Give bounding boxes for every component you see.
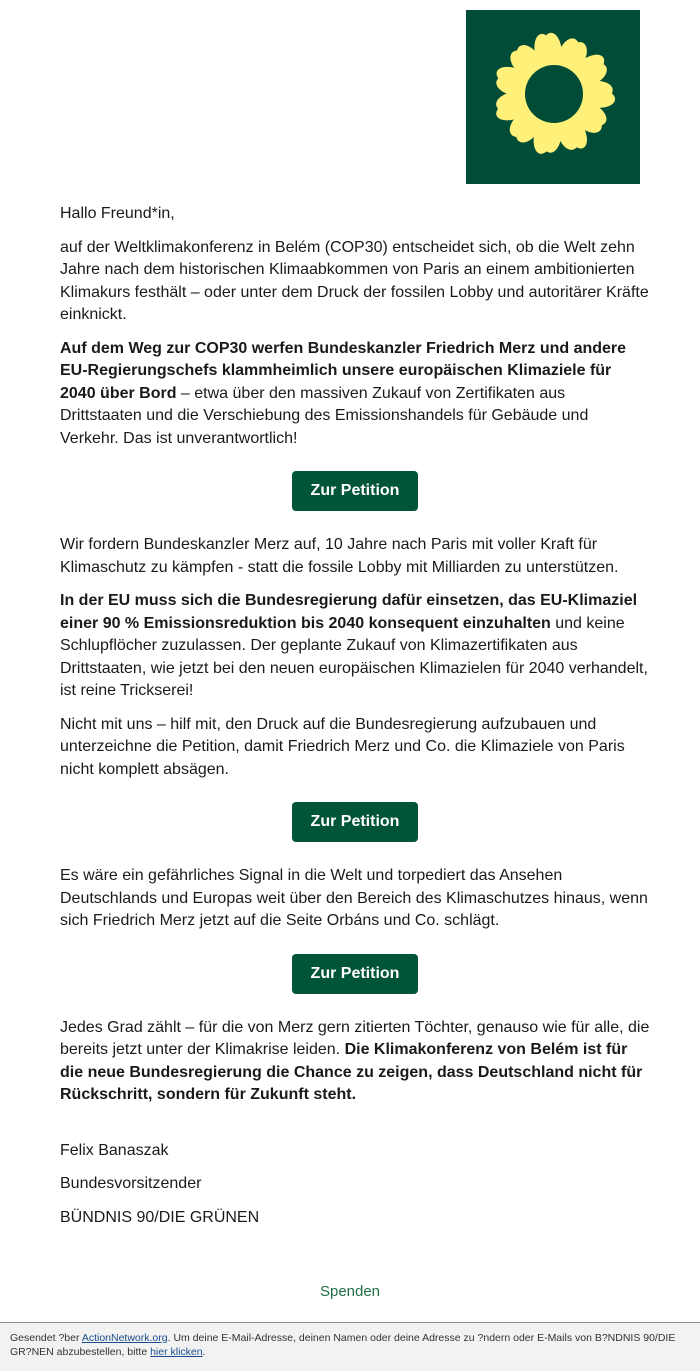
paragraph-eu-goal-bold: In der EU muss sich die Bundesregierung dafür einsetzen, das EU-Klimaziel einer 90 % Emissionsreduktion bis 2040 konsequent einzuhalten [60,592,638,632]
paragraph-signal: Es wäre ein gefährliches Signal in die Welt und torpediert das Ansehen Deutschlands und Europas weit über den Bereich des Klimaschutzes hinaus, wenn sich Friedrich Merz jetzt auf die Seite Orbáns und Co. schlägt. [60,867,648,929]
donate-link[interactable]: Spenden [319,1283,381,1300]
sunflower-icon [466,10,640,184]
paragraph-intro: auf der Weltklimakonferenz in Belém (COP30) entscheidet sich, ob die Welt zehn Jahre nach dem historischen Klimaabkommen von Paris an einem ambitionierten Klimakurs festhält – oder unter dem Druck der fossilen Lobby und autoritärer Kräfte einknickt. [60,238,649,323]
sunflower-center [525,65,583,123]
paragraph-cop30-rest: – etwa über den massiven Zukauf von Zertifikaten aus Drittstaaten und die Verschiebung des Emissionshandels für Gebäude und Verkehr. Das ist unverantwortlich! [60,384,589,447]
paragraph-call-to-action: Nicht mit uns – hilf mit, den Druck auf die Bundesregierung aufzubauen und unterzeichne die Petition, damit Friedrich Merz und Co. die Klimaziele von Paris nicht komplett absägen. [60,715,625,778]
footer [0,1322,700,1371]
paragraph-closing-bold: Die Klimakonferenz von Belém ist für die neue Bundesregierung die Chance zu zeigen, dass Deutschland nicht für Rückschritt, sondern für Zukunft steht. [60,1041,643,1103]
signature-role: Bundesvorsitzender [60,1175,202,1192]
petition-button-2[interactable]: Zur Petition [292,802,419,842]
actionnetwork-link[interactable]: ActionNetwork.org [81,1332,168,1344]
footer-text-3: . [202,1345,206,1358]
footer-text-1: Gesendet ?ber [10,1332,82,1344]
paragraph-cop30 [60,338,650,451]
petition-button-1[interactable]: Zur Petition [292,471,419,511]
greeting: Hallo Freund*in, [60,205,175,222]
footer-text-2: . Um deine E-Mail-Adresse, deinen Namen oder deine Adresse zu ?ndern oder E-Mails von B?NDNIS 90/DIE GR?NEN abzubestellen, bitte [10,1332,676,1358]
signature-name: Felix Banaszak [60,1141,169,1159]
paragraph-demand: Wir fordern Bundeskanzler Merz auf, 10 Jahre nach Paris mit voller Kraft für Klimaschutz zu kämpfen - statt die fossile Lobby mit Milliarden zu unterstützen. [60,536,619,576]
email-body [60,203,650,1240]
paragraph-closing [60,1017,650,1107]
sunflower-logo [466,10,640,184]
paragraph-eu-goal-rest: und keine Schlupflöcher zuzulassen. Der geplante Zukauf von Klimazertifikaten aus Drittstaaten, wie jetzt bei den neuen europäischen Klimazielen für 2040 verhandelt, ist reine Trickserei! [60,614,648,699]
petition-button-3[interactable]: Zur Petition [292,954,419,994]
paragraph-eu-goal [60,590,650,703]
signature-org: BÜNDNIS 90/DIE GRÜNEN [60,1208,260,1226]
paragraph-closing-start: Jedes Grad zählt – für die von Merz gern zitierten Töchter, genauso wie für alle, die bereits jetzt unter der Klimakrise leiden. [60,1018,650,1058]
paragraph-cop30-bold: Auf dem Weg zur COP30 werfen Bundeskanzler Friedrich Merz und andere EU-Regierungschefs klammheimlich unsere europäischen Klimaziele für 2040 über Bord [60,339,627,402]
unsubscribe-link[interactable]: hier klicken [150,1345,203,1358]
